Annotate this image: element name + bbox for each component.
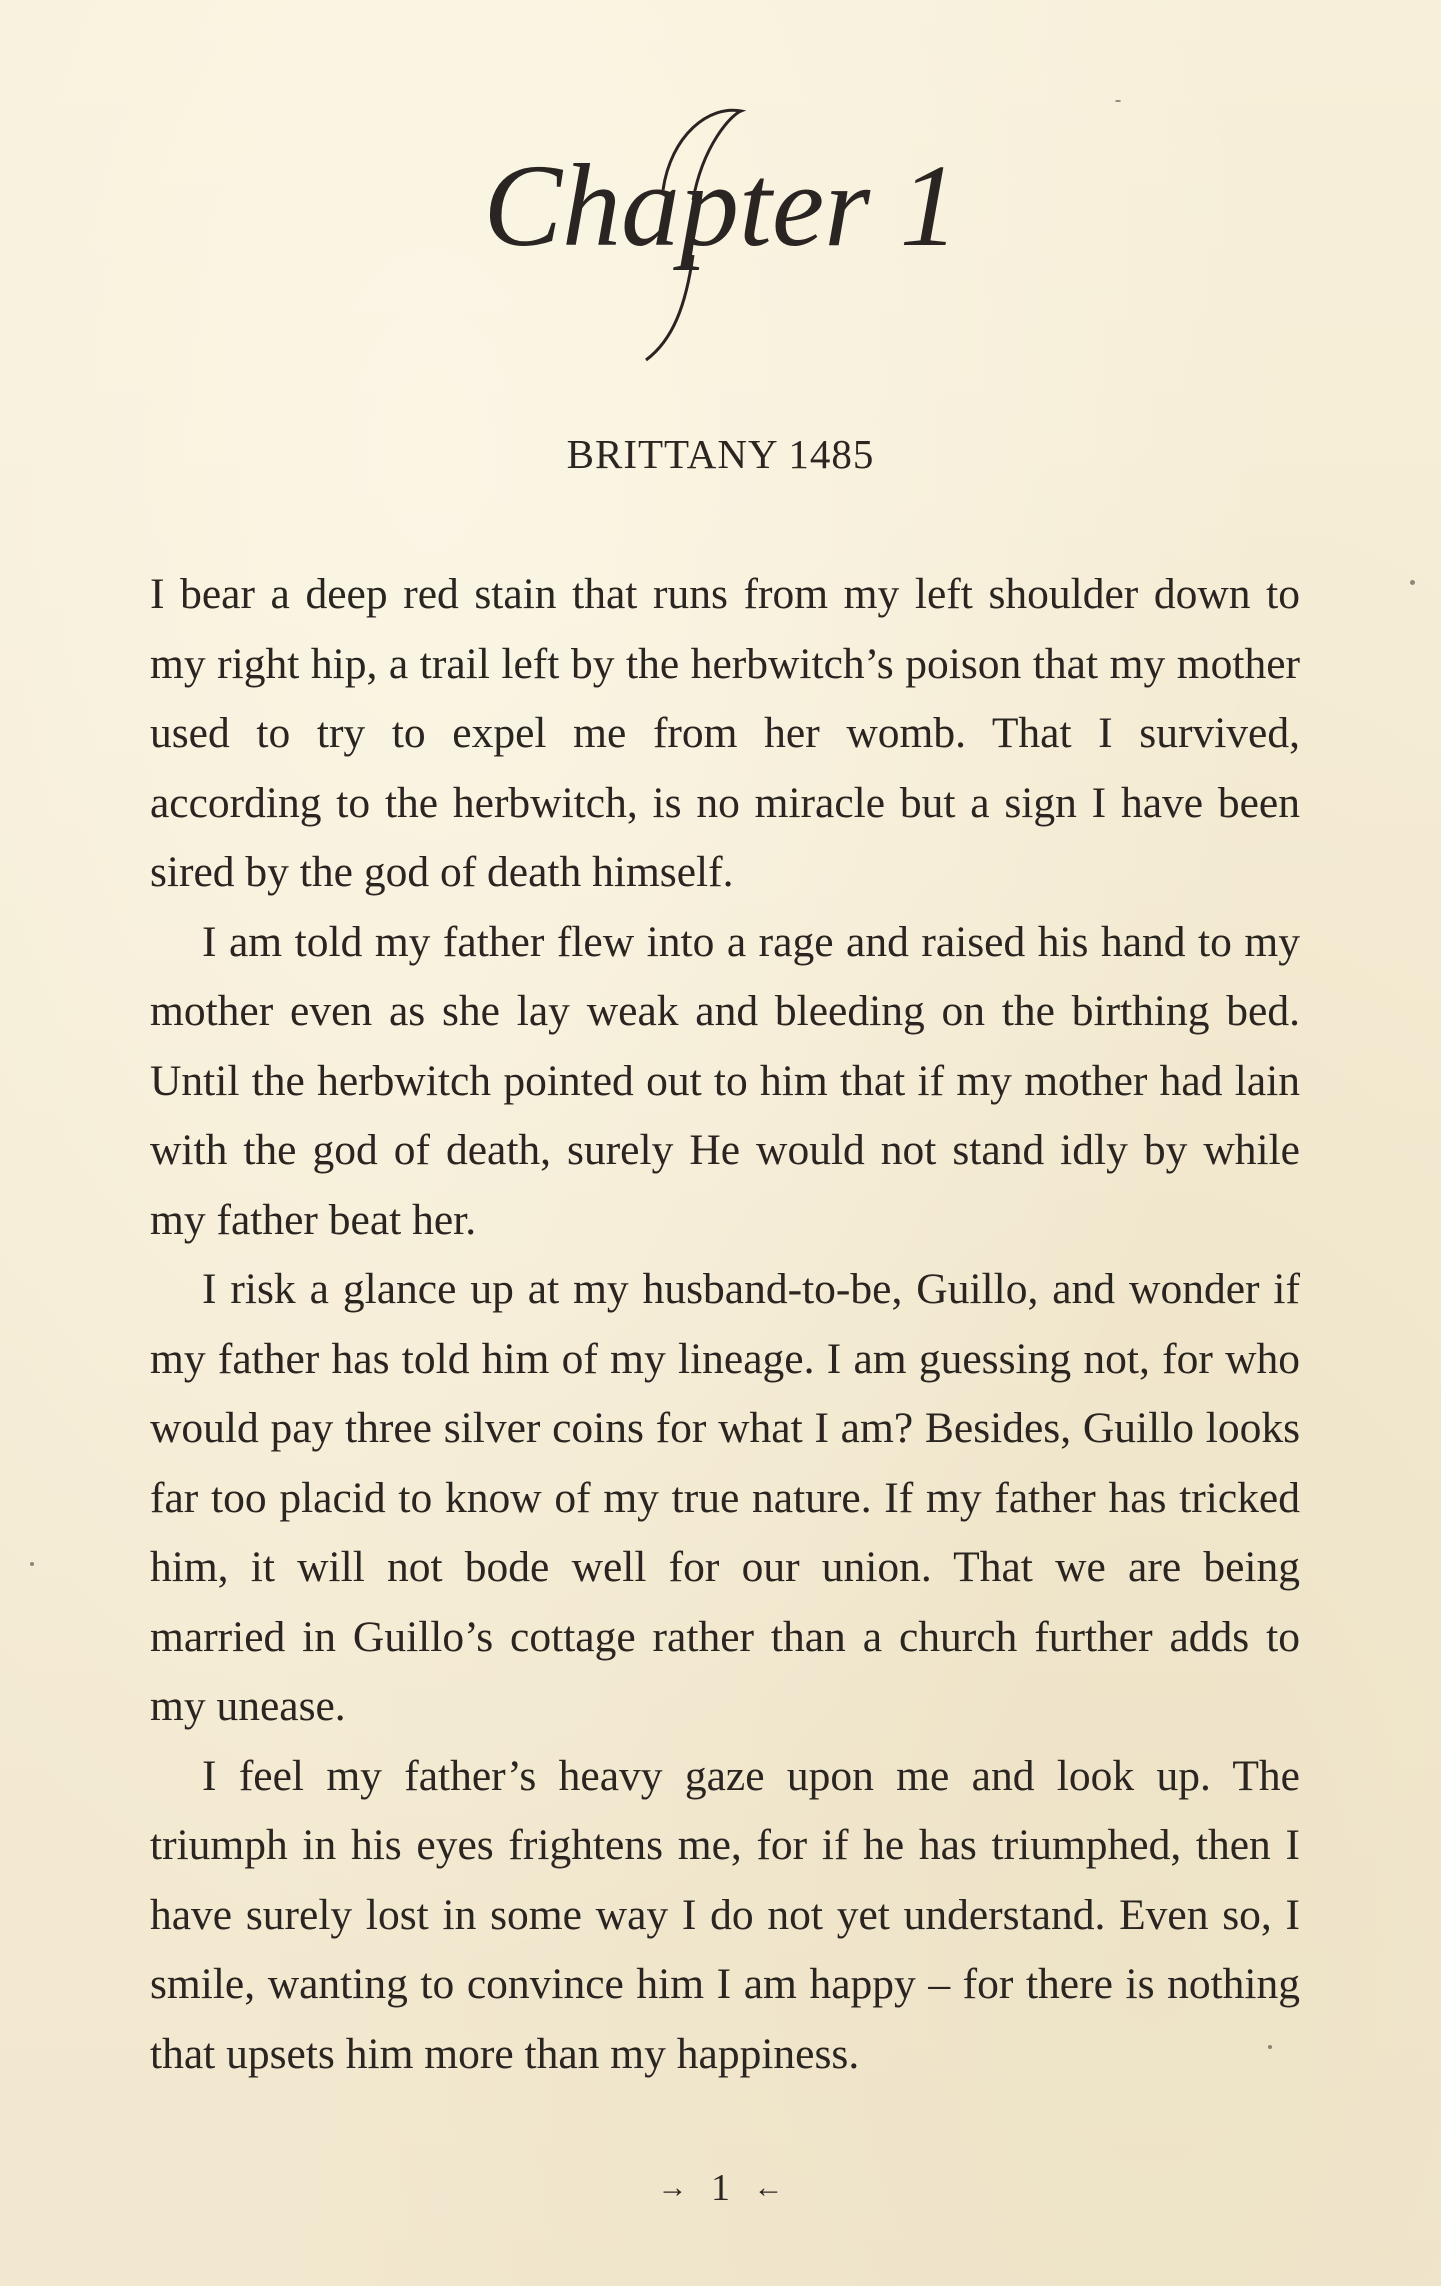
chapter-title: Chapter 1 <box>482 140 959 271</box>
paper-speck <box>1268 2045 1272 2049</box>
body-text <box>150 560 1300 2089</box>
paragraph-1: I bear a deep red stain that runs from my left shoulder down to my right hip, a trail left by the herbwitch’s poison that my mother used to try to expel me from her womb. That I survived, according to the herbwitch, is no miracle but a sign I have been sired by the god of death himself. <box>150 570 1300 896</box>
chapter-title-svg <box>441 105 1001 375</box>
paragraph-4: I feel my father’s heavy gaze upon me and look up. The triumph in his eyes frightens me, for if he has triumphed, then I have surely lost in some way I do not yet understand. Even so, I smile, wanting to convince him I am happy – for there is nothing that upsets him more than my happiness. <box>150 1751 1300 2078</box>
chapter-heading <box>0 105 1441 375</box>
location-heading: BRITTANY 1485 <box>566 431 875 477</box>
page-folio <box>0 2166 1441 2210</box>
folio-left-arrow-icon: → <box>657 2171 688 2204</box>
folio-right-arrow-icon: ← <box>753 2171 784 2204</box>
paragraph-3: I risk a glance up at my husband-to-be, Guillo, and wonder if my father has told him of my lineage. I am guessing not, for who would pay three silver coins for what I am? Besides, Guillo looks far too placid to know of my true nature. If my father has tricked him, it will not bode well for our union. That we are being married in Guillo’s cottage rather than a church further adds to my unease. <box>150 1265 1300 1730</box>
paragraph-2: I am told my father flew into a rage and raised his hand to my mother even as she lay weak and bleeding on the birthing bed. Until the herbwitch pointed out to him that if my mother had lain with the god of death, surely He would not stand idly by while my father beat her. <box>150 917 1300 1244</box>
page-number: 1 <box>711 2167 730 2209</box>
paper-speck <box>1410 580 1415 585</box>
paper-speck <box>30 1562 34 1566</box>
paper-speck <box>1115 100 1121 102</box>
